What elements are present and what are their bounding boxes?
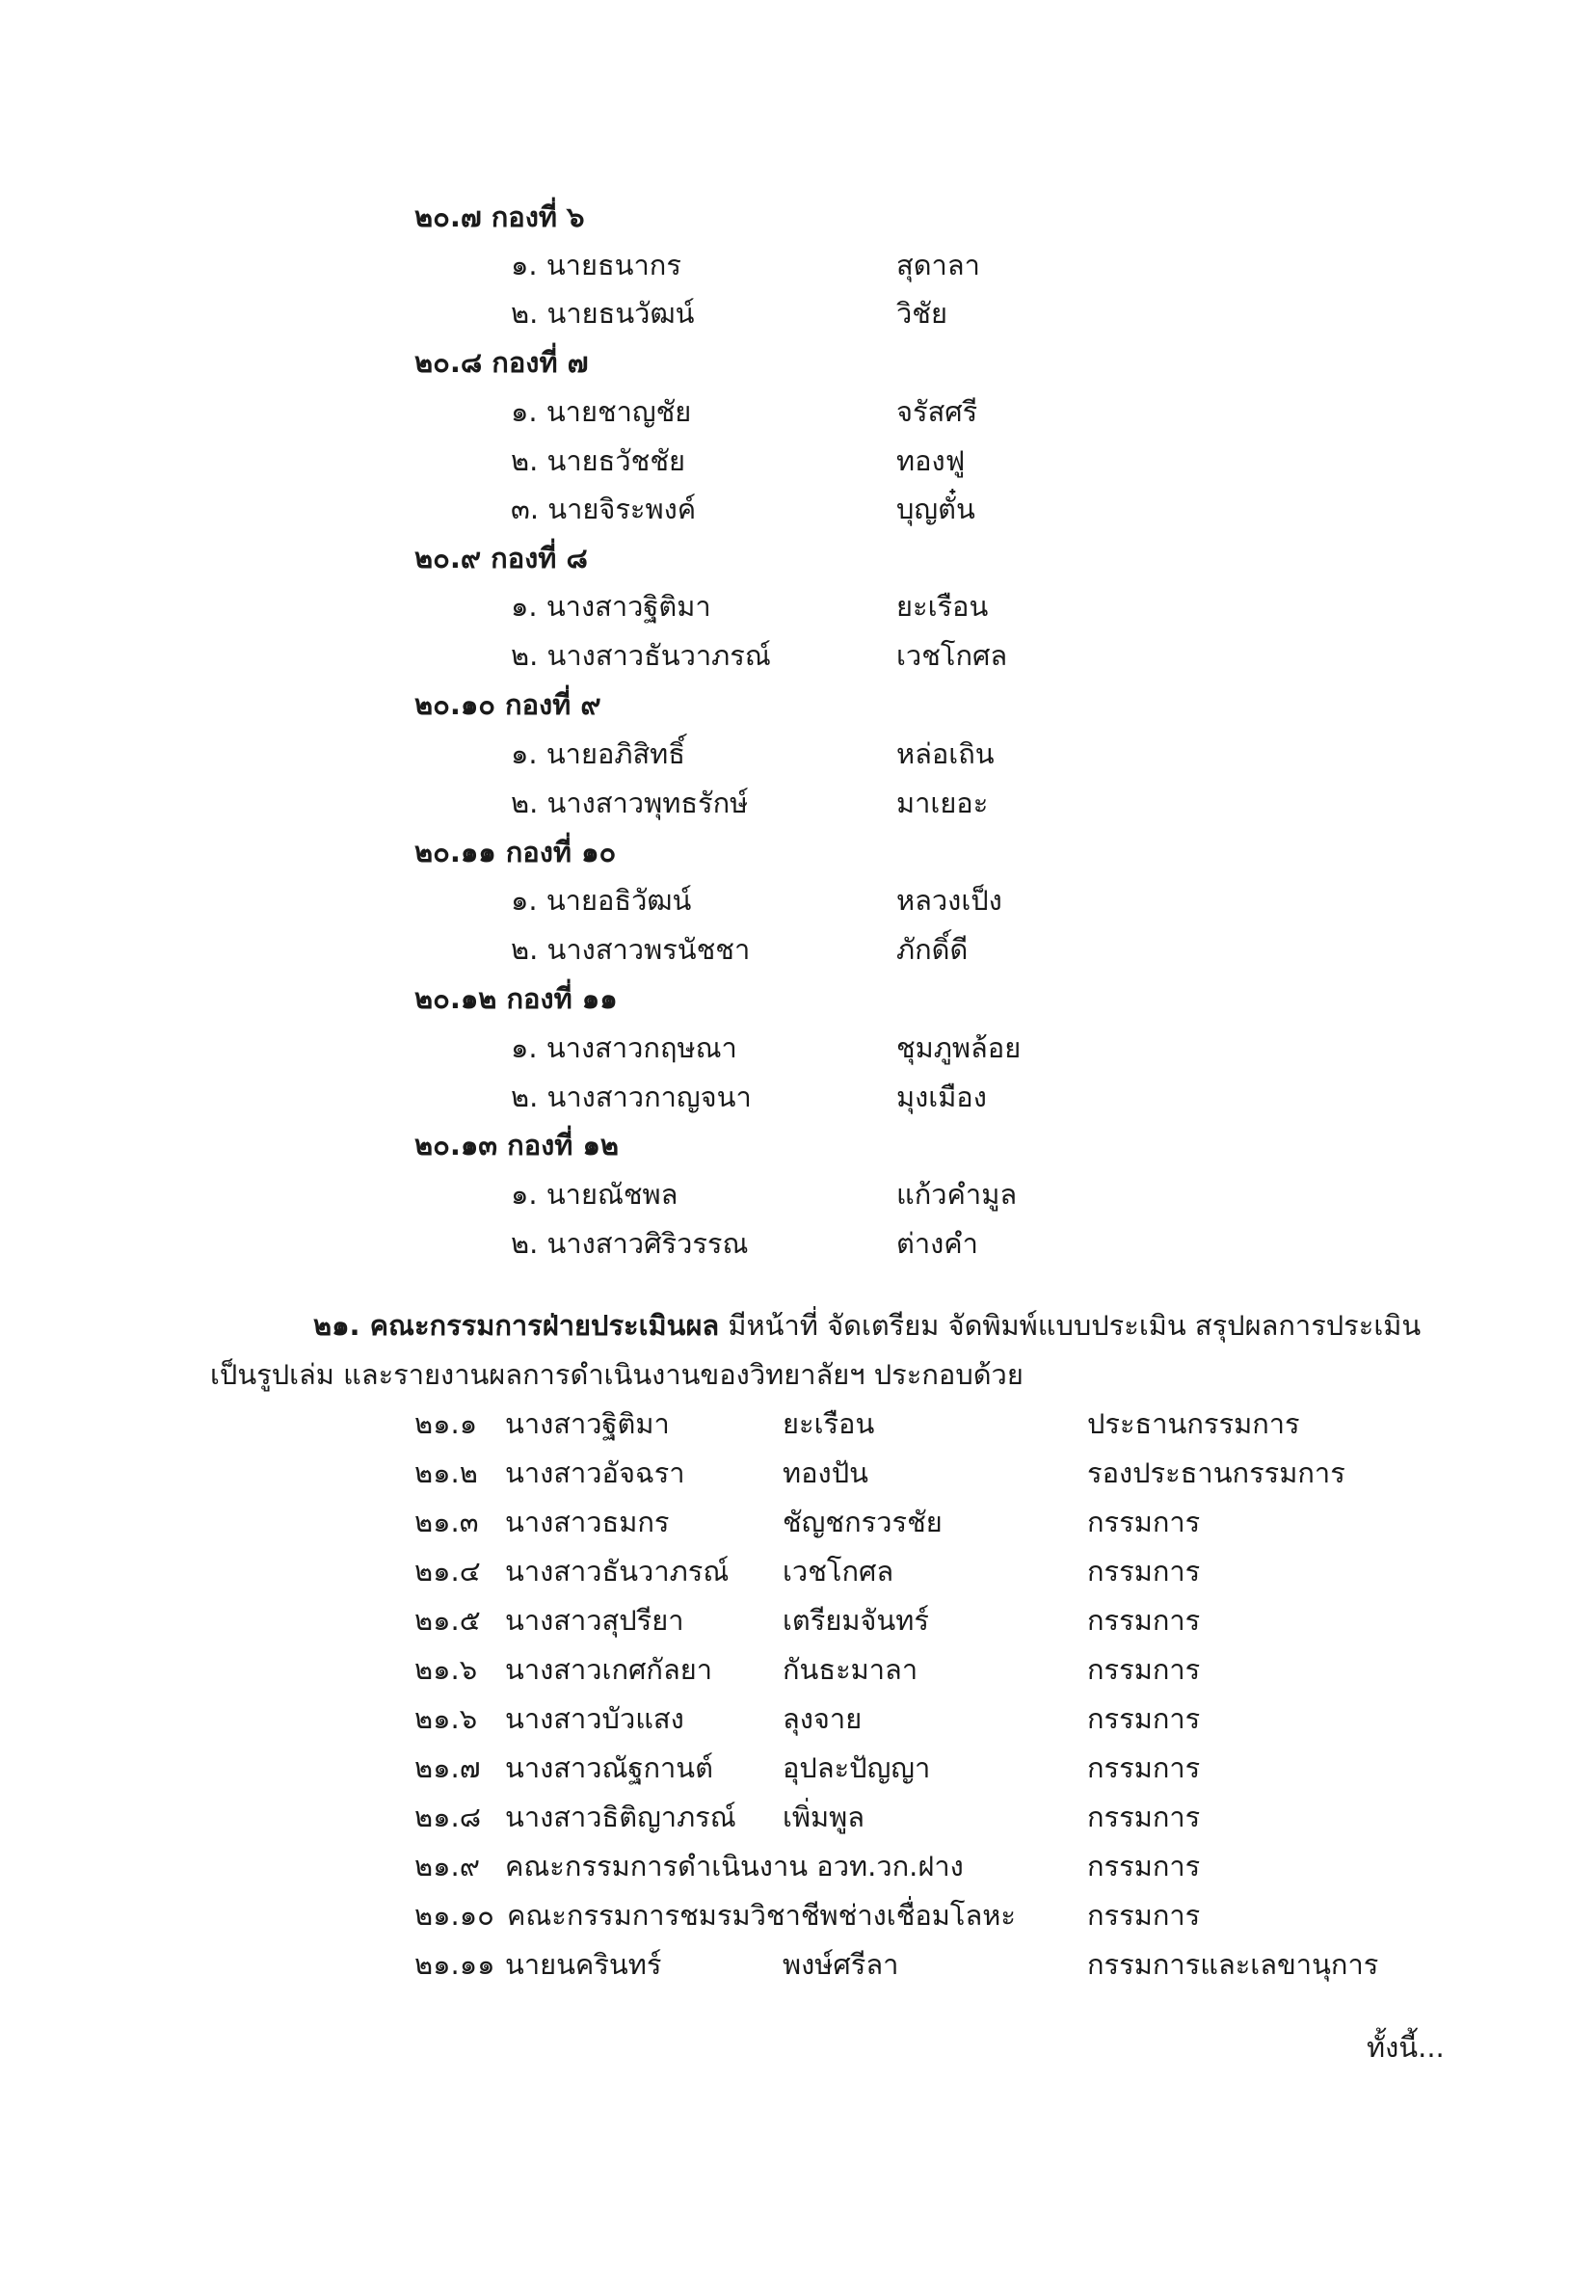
member-role: ประธานกรรมการ [1087,1407,1300,1440]
member-role: กรรมการและเลขานุการ [1087,1948,1379,1981]
member-name: ๒. นางสาวพรนัชชา [511,933,751,966]
member-role: กรรมการ [1087,1801,1201,1833]
member-number: ๒๑.๖ [414,1653,478,1686]
member-surname: เวชโกศล [783,1555,894,1588]
member-role: กรรมการ [1087,1702,1201,1735]
member-number: ๒๑.๑๑ [414,1948,495,1981]
member-surname: หล่อเถิน [896,737,995,770]
member-name: ๑. นายณัชพล [511,1178,678,1211]
member-surname: วิชัย [896,297,947,330]
member-name: นางสาวธิติญาภรณ์ [505,1801,736,1833]
member-name: นางสาวฐิติมา [505,1407,670,1440]
member-name: ๒. นายธนวัฒน์ [511,297,695,330]
member-surname: ทองปัน [783,1456,868,1489]
member-surname: ยะเรือน [896,590,989,623]
group-heading: ๒๐.๑๒ กองที่ ๑๑ [414,982,618,1015]
member-name: ๒. นายธวัชชัย [511,444,685,477]
member-number: ๒๑.๘ [414,1801,482,1833]
section-21-duty-line2: เป็นรูปเล่ม และรายงานผลการดำเนินงานของวิทยาลัยฯ ประกอบด้วย [210,1358,1024,1391]
member-number: ๒๑.๔ [414,1555,481,1588]
member-surname: สุดาลา [896,249,980,281]
member-number: ๒๑.๕ [414,1604,481,1637]
continuation-text: ทั้งนี้... [1367,2031,1445,2064]
group-heading: ๒๐.๑๑ กองที่ ๑๐ [414,836,617,868]
member-name: ๒. นางสาวธันวาภรณ์ [511,639,771,672]
member-name: นายนครินทร์ [505,1948,662,1981]
member-surname: มาเยอะ [896,787,989,819]
group-heading: ๒๐.๑๐ กองที่ ๙ [414,688,601,721]
member-role: กรรมการ [1087,1555,1201,1588]
member-name: ๑. นายอภิสิทธิ์ [511,737,685,770]
group-heading: ๒๐.๘ กองที่ ๗ [414,346,589,379]
member-name: ๑. นางสาวฐิติมา [511,590,711,623]
member-role: กรรมการ [1087,1506,1201,1538]
member-number: ๒๑.๑ [414,1407,478,1440]
member-name: นางสาวธันวาภรณ์ [505,1555,730,1588]
member-name: นางสาวธมกร [505,1506,670,1538]
member-role: กรรมการ [1087,1653,1201,1686]
member-surname: กันธะมาลา [783,1653,918,1686]
member-name: ๒. นางสาวกาญจนา [511,1081,752,1113]
member-surname: เวชโกศล [896,639,1008,672]
member-name: คณะกรรมการดำเนินงาน อวท.วก.ฝาง [505,1850,964,1882]
member-number: ๒๑.๑๐ [414,1899,494,1932]
section-21-title: ๒๑. คณะกรรมการฝ่ายประเมินผล [313,1309,720,1342]
member-role: กรรมการ [1087,1899,1201,1932]
group-heading: ๒๐.๑๓ กองที่ ๑๒ [414,1129,620,1161]
member-surname: ทองฟู [896,444,966,477]
member-name: นางสาวสุปรียา [505,1604,684,1637]
member-surname: ลุงจาย [783,1702,863,1735]
member-number: ๒๑.๗ [414,1751,481,1784]
member-name: ๑. นายธนากร [511,249,681,281]
member-name: ๑. นางสาวกฤษณา [511,1031,737,1064]
member-name: ๓. นายจิระพงค์ [511,493,697,525]
member-name: นางสาวบัวแสง [505,1702,684,1735]
member-role: กรรมการ [1087,1604,1201,1637]
member-surname: เพิ่มพูล [783,1801,865,1833]
member-surname: มุงเมือง [896,1081,987,1113]
group-heading: ๒๐.๙ กองที่ ๘ [414,542,588,574]
member-surname: ภักดิ์ดี [896,933,969,966]
member-role: รองประธานกรรมการ [1087,1456,1345,1489]
member-name: นางสาวอัจฉรา [505,1456,685,1489]
member-number: ๒๑.๓ [414,1506,479,1538]
member-number: ๒๑.๖ [414,1702,478,1735]
member-name: นางสาวณัฐกานต์ [505,1751,713,1784]
section-21-duty-line1: มีหน้าที่ จัดเตรียม จัดพิมพ์แบบประเมิน สรุปผลการประเมิน [719,1309,1422,1342]
member-surname: อุปละปัญญา [783,1751,931,1784]
group-heading: ๒๐.๗ กองที่ ๖ [414,200,585,233]
member-surname: ยะเรือน [783,1407,875,1440]
member-number: ๒๑.๙ [414,1850,480,1882]
member-surname: พงษ์ศรีลา [783,1948,899,1981]
member-name: ๑. นายชาญชัย [511,395,692,428]
member-name: คณะกรรมการชมรมวิชาชีพช่างเชื่อมโลหะ [507,1899,1016,1932]
member-role: กรรมการ [1087,1751,1201,1784]
member-surname: ชัญชกรวรชัย [783,1506,943,1538]
member-surname: หลวงเป็ง [896,884,1002,917]
member-surname: แก้วคำมูล [896,1178,1018,1211]
member-name: ๑. นายอธิวัฒน์ [511,884,692,917]
member-name: ๒. นางสาวพุทธรักษ์ [511,787,749,819]
member-surname: บุญตั๋น [896,493,975,525]
section-21-intro [313,1308,1421,1343]
member-surname: ต่างคำ [896,1227,978,1260]
member-surname: เตรียมจันทร์ [783,1604,929,1637]
member-surname: ชุมภูพล้อย [896,1031,1022,1064]
member-name: นางสาวเกศกัลยา [505,1653,713,1686]
member-name: ๒. นางสาวศิริวรรณ [511,1227,749,1260]
member-number: ๒๑.๒ [414,1456,478,1489]
member-surname: จรัสศรี [896,395,978,428]
member-role: กรรมการ [1087,1850,1201,1882]
